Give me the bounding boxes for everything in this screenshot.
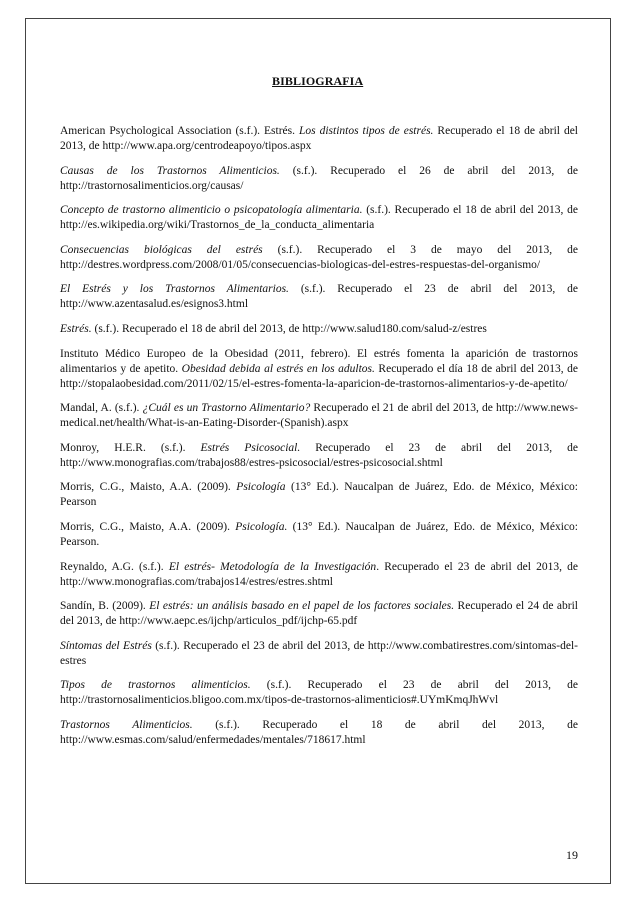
reference-title: El estrés- Metodología de la Investigación [168,560,377,573]
reference-title: Psicología [236,481,286,494]
reference-list [60,124,578,758]
reference-title: Síntomas del Estrés [60,639,152,652]
reference-text: American Psychological Association (s.f.). Estrés. [60,125,299,137]
reference-entry [60,347,578,392]
reference-title: ¿Cuál es un Trastorno Alimentario? [142,402,311,415]
reference-text: (s.f.). Recuperado el 3 de mayo del 2013, de http://destres.wordpress.com/2008/01/05/consecuencias-biologicas-del-estres-respuestas-del-organismo/ [60,243,578,271]
reference-text: Mandal, A. (s.f.). [60,402,143,415]
reference-title: Estrés Psicosocial. [200,441,301,454]
page-number: 19 [566,848,578,862]
reference-text: Recuperado el 21 de abril del 2013, de http://www.news-medical.net/health/What-is-an-Eating-Disorder-(Spanish).aspx [60,402,579,430]
reference-entry [60,203,578,233]
reference-entry [60,718,578,748]
reference-entry [60,243,578,273]
reference-title: Consecuencias biológicas del estrés [60,243,263,256]
reference-title: Psicología. [235,520,288,533]
reference-title: El Estrés y los Trastornos Alimentarios. [60,283,289,296]
reference-text: (s.f.). Recuperado el 23 de abril del 2013, de http://www.azentasalud.es/esignos3.html [60,283,578,311]
reference-text: Recuperado el 23 de abril del 2013, de http://www.monografias.com/trabajos88/estres-psicosocial/estres-psicosocial.shtml [60,441,578,469]
reference-entry [60,124,578,154]
reference-text: Morris, C.G., Maisto, A.A. (2009). [60,520,236,533]
reference-title: Concepto de trastorno alimenticio o psicopatología alimentaria. [60,204,363,217]
reference-title: Los distintos tipos de estrés. [298,125,434,137]
reference-entry [60,401,578,431]
reference-text: . Recuperado el 23 de abril del 2013, de http://www.monografias.com/trabajos14/estres/estres.shtml [60,560,578,588]
reference-text: Instituto Médico Europeo de la Obesidad (2011, febrero). El estrés fomenta la aparición de trastornos alimentarios y de apetito. [60,347,578,375]
reference-text: (s.f.). Recuperado el 18 de abril del 2013, de http://www.salud180.com/salud-z/estres [91,322,487,335]
reference-entry [60,480,578,510]
reference-title: Tipos de trastornos alimenticios. [60,679,251,692]
reference-text: (13° Ed.). Naucalpan de Juárez, Edo. de México, México: Pearson. [60,520,578,548]
reference-title: Estrés. [60,322,92,335]
reference-title: El estrés: un análisis basado en el papel de los factores sociales. [149,600,455,613]
reference-text: (s.f.). Recuperado el 23 de abril del 2013, de http://www.combatirestres.com/sintomas-del-estres [60,639,578,667]
reference-entry [60,639,578,669]
bibliography-title: BIBLIOGRAFIA [272,74,364,88]
reference-text: (s.f.). Recuperado el 26 de abril del 2013, de http://trastornosalimenticios.org/causas/ [60,164,578,192]
reference-entry [60,560,578,590]
reference-title: Trastornos Alimenticios. [60,718,193,731]
reference-text: Monroy, H.E.R. (s.f.). [60,441,201,454]
reference-title: Obesidad debida al estrés en los adultos. [181,362,375,375]
reference-entry [60,678,578,708]
reference-text: (13° Ed.). Naucalpan de Juárez, Edo. de México, México: Pearson [60,481,578,509]
reference-text: Recuperado el día 18 de abril del 2013, de http://stopalaobesidad.com/2011/02/15/el-estres-fomenta-la-aparicion-de-trastornos-alimentarios-y-de-apetito/ [60,362,578,390]
reference-text: (s.f.). Recuperado el 18 de abril del 2013, de http://www.esmas.com/salud/enfermedades/mentales/718617.html [60,718,579,746]
reference-entry [60,441,578,471]
reference-text: Recuperado el 18 de abril del 2013, de http://www.apa.org/centrodeapoyo/tipos.aspx [60,125,579,152]
reference-title: Causas de los Trastornos Alimenticios. [60,164,280,177]
reference-entry [60,322,578,337]
reference-text: Sandín, B. (2009). [60,600,150,613]
reference-text: (s.f.). Recuperado el 18 de abril del 2013, de http://es.wikipedia.org/wiki/Trastornos_de_la_conducta_alimentaria [60,204,579,232]
reference-entry [60,282,578,312]
reference-text: Morris, C.G., Maisto, A.A. (2009). [60,481,237,494]
reference-text: Recuperado el 24 de abril del 2013, de http://www.aepc.es/ijchp/articulos_pdf/ijchp-65.pdf [60,600,578,628]
reference-text: (s.f.). Recuperado el 23 de abril del 2013, de http://trastornosalimenticios.bligoo.com.mx/tipos-de-trastornos-alimenticios#.UYmKmqJhWvl [60,679,578,707]
reference-entry [60,599,578,629]
reference-entry [60,164,578,194]
reference-text: Reynaldo, A.G. (s.f.). [60,560,169,573]
reference-entry [60,520,578,550]
